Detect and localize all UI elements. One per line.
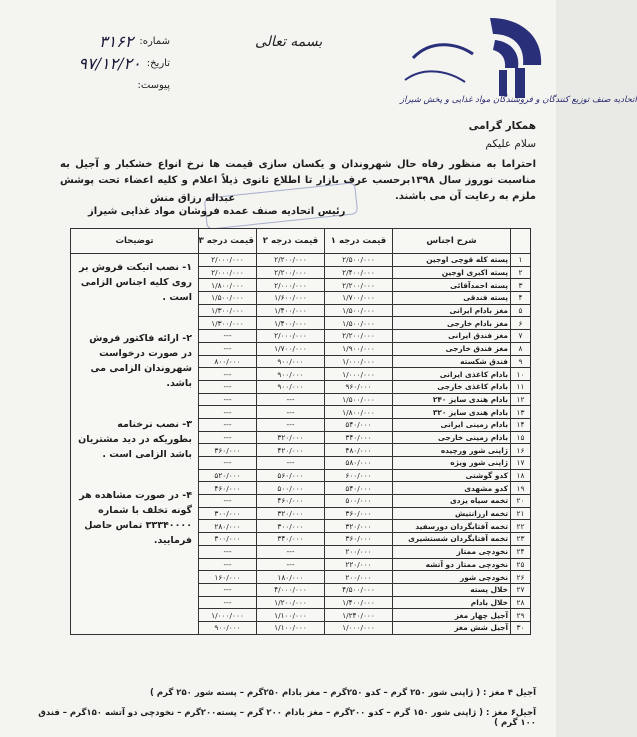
price-1: ۴/۵۰۰/۰۰۰ <box>325 583 393 596</box>
price-1: ۳۴۰/۰۰۰ <box>325 431 393 444</box>
price-3: --- <box>199 418 257 431</box>
price-2: ۱/۱۰۰/۰۰۰ <box>257 621 325 634</box>
price-1: ۱/۰۰۰/۰۰۰ <box>325 368 393 381</box>
row-index: ۹ <box>511 355 531 368</box>
price-2: ۲/۰۰۰/۰۰۰ <box>257 330 325 343</box>
price-3: ۲/۰۰۰/۰۰۰ <box>199 254 257 267</box>
col-notes: توضیحات <box>71 229 199 254</box>
row-index: ۲ <box>511 266 531 279</box>
letter-body: احتراما به منظور رفاه حال شهروندان و یکسان سازی قیمت ها نرخ انواع خشکبار و آجیل به مناسبت نوروز سال ۱۳۹۸برحسب عرف بازار تا اطلاع ثانوی ذیلاً اعلام و کلیه اعضاء تحت پوشش ملزم به رعایت آن می باشند. <box>60 159 536 202</box>
price-2: --- <box>257 545 325 558</box>
price-2: ۴۶۰/۰۰۰ <box>257 495 325 508</box>
row-index: ۲۷ <box>511 583 531 596</box>
col-item: شرح اجناس <box>393 229 511 254</box>
item-name: آجیل چهار مغز <box>393 609 511 622</box>
row-index: ۲۲ <box>511 520 531 533</box>
row-index: ۱ <box>511 254 531 267</box>
table-row <box>71 254 531 267</box>
attachment-row <box>20 74 170 96</box>
price-3: --- <box>199 431 257 444</box>
item-name: تخمه سیاه یزدی <box>393 495 511 508</box>
notes-cell <box>71 254 199 635</box>
row-index: ۲۰ <box>511 495 531 508</box>
price-3: --- <box>199 368 257 381</box>
price-3: --- <box>199 495 257 508</box>
row-index: ۲۳ <box>511 533 531 546</box>
item-name: بادام کاغذی خارجی <box>393 380 511 393</box>
row-index: ۲۸ <box>511 596 531 609</box>
price-1: ۳۶۰/۰۰۰ <box>325 507 393 520</box>
col-price-1: قیمت درجه ۱ <box>325 229 393 254</box>
price-1: ۵۴۰/۰۰۰ <box>325 482 393 495</box>
price-3: --- <box>199 406 257 419</box>
price-3: ۴۶۰/۰۰۰ <box>199 482 257 495</box>
price-3: ۳۰۰/۰۰۰ <box>199 507 257 520</box>
item-name: نخودچی ممتاز <box>393 545 511 558</box>
price-3: ۳۰۰/۰۰۰ <box>199 533 257 546</box>
price-2: ۳۲۰/۰۰۰ <box>257 507 325 520</box>
item-name: پسته احمدآقائی <box>393 279 511 292</box>
row-index: ۲۶ <box>511 571 531 584</box>
item-name: تخمه آفتابگردان دورسفید <box>393 520 511 533</box>
price-1: ۱/۵۰۰/۰۰۰ <box>325 304 393 317</box>
price-2: ۱/۴۰۰/۰۰۰ <box>257 304 325 317</box>
price-2: ۱/۱۰۰/۰۰۰ <box>257 609 325 622</box>
row-index: ۱۴ <box>511 418 531 431</box>
price-1: ۳۲۰/۰۰۰ <box>325 520 393 533</box>
item-name: بادام زمینی خارجی <box>393 431 511 444</box>
number-label: شماره: <box>139 35 170 47</box>
price-1: ۱/۲۴۰/۰۰۰ <box>325 609 393 622</box>
price-1: ۲/۴۰۰/۰۰۰ <box>325 266 393 279</box>
price-3: --- <box>199 330 257 343</box>
price-2: --- <box>257 393 325 406</box>
price-3: --- <box>199 596 257 609</box>
price-1: ۵۰۰/۰۰۰ <box>325 495 393 508</box>
price-1: ۱/۴۰۰/۰۰۰ <box>325 596 393 609</box>
date-value: ۹۷/۱۲/۲۰ <box>78 53 141 73</box>
price-2: ۹۰۰/۰۰۰ <box>257 355 325 368</box>
price-1: ۳۶۰/۰۰۰ <box>325 533 393 546</box>
price-1: ۱/۰۰۰/۰۰۰ <box>325 621 393 634</box>
price-1: ۱/۹۰۰/۰۰۰ <box>325 342 393 355</box>
union-name: اتحادیه صنف توزیع کنندگان و فروشندگان مواد غذایی و پخش شیراز <box>400 95 637 105</box>
item-name: فندق شکسته <box>393 355 511 368</box>
item-name: مغز بادام خارجی <box>393 317 511 330</box>
item-name: ژاپنی شور ویژه <box>393 457 511 470</box>
price-1: ۱/۸۰۰/۰۰۰ <box>325 406 393 419</box>
price-1: ۲/۲۰۰/۰۰۰ <box>325 330 393 343</box>
price-3: ۳۶۰/۰۰۰ <box>199 444 257 457</box>
price-2: ۲/۰۰۰/۰۰۰ <box>257 279 325 292</box>
price-3: --- <box>199 393 257 406</box>
row-index: ۱۱ <box>511 380 531 393</box>
price-3: --- <box>199 342 257 355</box>
item-name: کدو مشهدی <box>393 482 511 495</box>
price-table <box>70 228 531 635</box>
attachment-label: پیوست: <box>137 79 170 91</box>
price-3: ۱۶۰/۰۰۰ <box>199 571 257 584</box>
salutation: همکار گرامی <box>468 120 536 132</box>
row-index: ۱۷ <box>511 457 531 470</box>
item-name: بادام کاغذی ایرانی <box>393 368 511 381</box>
price-2: ۲/۲۰۰/۰۰۰ <box>257 254 325 267</box>
item-name: خلال بادام <box>393 596 511 609</box>
item-name: کدو گوشتی <box>393 469 511 482</box>
item-name: تخمه آفتابگردان شستشیری <box>393 533 511 546</box>
item-name: مغز فندق ایرانی <box>393 330 511 343</box>
item-name: بادام هندی سایز ۳۲۰ <box>393 406 511 419</box>
item-name: پسته اکبری اوجین <box>393 266 511 279</box>
price-1: ۲۰۰/۰۰۰ <box>325 545 393 558</box>
price-2: ۹۰۰/۰۰۰ <box>257 368 325 381</box>
price-3: ۱/۸۰۰/۰۰۰ <box>199 279 257 292</box>
item-name: تخمه ارزانتیش <box>393 507 511 520</box>
item-name: پسته فندقی <box>393 292 511 305</box>
price-2: ۱/۲۰۰/۰۰۰ <box>257 596 325 609</box>
price-3: --- <box>199 380 257 393</box>
price-2: ۵۶۰/۰۰۰ <box>257 469 325 482</box>
row-index: ۵ <box>511 304 531 317</box>
row-index: ۲۹ <box>511 609 531 622</box>
price-3: ۵۲۰/۰۰۰ <box>199 469 257 482</box>
col-price-2: قیمت درجه ۲ <box>257 229 325 254</box>
item-name: بادام زمینی ایرانی <box>393 418 511 431</box>
price-1: ۲/۲۰۰/۰۰۰ <box>325 279 393 292</box>
price-2: ۲/۲۰۰/۰۰۰ <box>257 266 325 279</box>
price-1: ۹۶۰/۰۰۰ <box>325 380 393 393</box>
row-index: ۱۹ <box>511 482 531 495</box>
price-3: ۹۰۰/۰۰۰ <box>199 621 257 634</box>
price-3: --- <box>199 583 257 596</box>
item-name: خلال پسته <box>393 583 511 596</box>
item-name: مغز بادام ایرانی <box>393 304 511 317</box>
price-1: ۱/۵۰۰/۰۰۰ <box>325 393 393 406</box>
col-price-3: قیمت درجه ۳ <box>199 229 257 254</box>
price-2: ۵۰۰/۰۰۰ <box>257 482 325 495</box>
signer-name: عبداله رزاق منش <box>150 193 236 204</box>
price-3: --- <box>199 558 257 571</box>
greeting: سلام علیکم <box>485 138 536 150</box>
price-3: --- <box>199 457 257 470</box>
price-2: ۱۸۰/۰۰۰ <box>257 571 325 584</box>
price-3: ۱/۵۰۰/۰۰۰ <box>199 292 257 305</box>
price-2: ۳۴۰/۰۰۰ <box>257 533 325 546</box>
row-index: ۶ <box>511 317 531 330</box>
price-2: ۳۰۰/۰۰۰ <box>257 520 325 533</box>
price-1: ۵۴۰/۰۰۰ <box>325 418 393 431</box>
row-index: ۱۰ <box>511 368 531 381</box>
col-index <box>511 229 531 254</box>
signer-org: رئیس اتحادیه صنف عمده فروشان مواد غذایی شیراز <box>88 206 346 217</box>
row-index: ۱۵ <box>511 431 531 444</box>
price-2: ۴/۰۰۰/۰۰۰ <box>257 583 325 596</box>
price-1: ۶۰۰/۰۰۰ <box>325 469 393 482</box>
price-3: ۱/۰۰۰/۰۰۰ <box>199 609 257 622</box>
row-index: ۲۵ <box>511 558 531 571</box>
footer-line-2: آجیل۶ مغز : ( ژاپنی شور ۱۵۰ گرم – کدو ۲۰۰گرم – مغز بادام ۲۰۰ گرم – پسته۲۰۰گرم – نخودچی دو آتشه ۱۵۰گرم – فندق ۱۰۰ گرم ) <box>38 708 536 728</box>
price-1: ۲/۵۰۰/۰۰۰ <box>325 254 393 267</box>
number-row <box>20 30 170 52</box>
item-name: ژاپنی شور ورچیده <box>393 444 511 457</box>
price-2: ۴۲۰/۰۰۰ <box>257 444 325 457</box>
price-2: ۱/۶۰۰/۰۰۰ <box>257 292 325 305</box>
table-header-row <box>71 229 531 254</box>
price-1: ۱/۷۰۰/۰۰۰ <box>325 292 393 305</box>
price-1: ۱/۵۰۰/۰۰۰ <box>325 317 393 330</box>
note-item: ۲- ارائه فاکتور فروش در صورت درخواست شهروندان الزامی می باشد. <box>89 333 192 389</box>
price-3: ۸۰۰/۰۰۰ <box>199 355 257 368</box>
price-2: ۱/۴۰۰/۰۰۰ <box>257 317 325 330</box>
row-index: ۳۰ <box>511 621 531 634</box>
price-2: --- <box>257 406 325 419</box>
note-item: ۱- نصب اتیکت فروش بر روی کلیه اجناس الزامی است . <box>79 262 192 303</box>
number-value: ۳۱۶۲ <box>98 31 134 51</box>
letter-meta <box>20 30 170 96</box>
row-index: ۳ <box>511 279 531 292</box>
row-index: ۴ <box>511 292 531 305</box>
item-name: پسته کله قوچی اوجین <box>393 254 511 267</box>
item-name: آجیل شش مغز <box>393 621 511 634</box>
item-name: نخودچی شور <box>393 571 511 584</box>
price-3: ۱/۳۰۰/۰۰۰ <box>199 317 257 330</box>
row-index: ۱۳ <box>511 406 531 419</box>
price-1: ۲۰۰/۰۰۰ <box>325 571 393 584</box>
price-1: ۲۲۰/۰۰۰ <box>325 558 393 571</box>
note-item: ۴- در صورت مشاهده هر گونه تخلف با شماره ۳۳۳۴۰۰۰۰ تماس حاصل فرمایید. <box>79 490 192 546</box>
price-2: --- <box>257 558 325 571</box>
row-index: ۲۱ <box>511 507 531 520</box>
price-2: ۹۰۰/۰۰۰ <box>257 380 325 393</box>
price-3: ۲/۰۰۰/۰۰۰ <box>199 266 257 279</box>
row-index: ۱۶ <box>511 444 531 457</box>
row-index: ۲۴ <box>511 545 531 558</box>
row-index: ۸ <box>511 342 531 355</box>
price-2: ۱/۷۰۰/۰۰۰ <box>257 342 325 355</box>
row-index: ۱۸ <box>511 469 531 482</box>
item-name: بادام هندی سایز ۲۴۰ <box>393 393 511 406</box>
price-3: ۲۸۰/۰۰۰ <box>199 520 257 533</box>
item-name: نخودچی ممتاز دو آتشه <box>393 558 511 571</box>
price-3: --- <box>199 545 257 558</box>
footer-line-1: آجیل ۴ مغز : ( ژاپنی شور ۲۵۰ گرم – کدو ۲۵۰گرم – مغز بادام ۲۵۰گرم – پسته شور ۲۵۰ گرم ) <box>150 688 536 698</box>
price-1: ۵۸۰/۰۰۰ <box>325 457 393 470</box>
price-2: --- <box>257 457 325 470</box>
item-name: مغز فندق خارجی <box>393 342 511 355</box>
row-index: ۷ <box>511 330 531 343</box>
note-item: ۳- نصب نرخنامه بطوریکه در دید مشتریان باشد الزامی است . <box>78 419 192 460</box>
price-3: ۱/۳۰۰/۰۰۰ <box>199 304 257 317</box>
date-row <box>20 52 170 74</box>
price-1: ۴۸۰/۰۰۰ <box>325 444 393 457</box>
date-label: تاریخ: <box>146 57 170 69</box>
bismillah-heading: بسمه تعالی <box>255 34 323 50</box>
price-2: ۳۲۰/۰۰۰ <box>257 431 325 444</box>
price-1: ۱/۰۰۰/۰۰۰ <box>325 355 393 368</box>
price-2: --- <box>257 418 325 431</box>
row-index: ۱۲ <box>511 393 531 406</box>
